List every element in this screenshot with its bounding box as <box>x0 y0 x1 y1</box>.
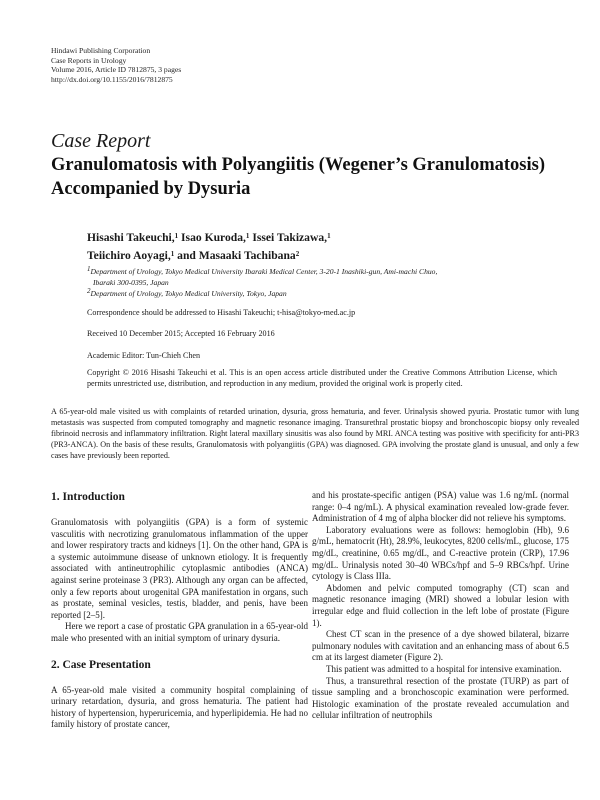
correspondence-note: Correspondence should be addressed to Hisashi Takeuchi; t-hisa@tokyo-med.ac.jp <box>87 308 356 317</box>
title-line-1: Granulomatosis with Polyangiitis (Wegener’s Granulomatosis) <box>51 155 546 175</box>
article-title <box>51 153 571 201</box>
author-name: Isao Kuroda, <box>181 231 246 244</box>
academic-editor: Academic Editor: Tun-Chieh Chen <box>87 351 201 360</box>
body-paragraph: Here we report a case of prostatic GPA granulation in a 65-year-old male who presented with an initial symptom of urinary dysuria. <box>51 621 308 643</box>
affiliation-text: Department of Urology, Tokyo Medical University, Tokyo, Japan <box>90 289 287 298</box>
doi-link[interactable]: http://dx.doi.org/10.1155/2016/7812875 <box>51 74 173 84</box>
body-paragraph: Granulomatosis with polyangiitis (GPA) is a form of systemic vasculitis with necrotizing granulomatous inflammation of the upper and lower respiratory tracts and kidneys [1]. On the other hand, GPA is a systemic autoimmune disease of unknown etiology. It is frequently associated with antineutrophilic cytoplasmic antibodies (ANCA) against serine proteinase 3 (PR3). Although any organ can be affected, only a few reports about urogenital GPA manifestation in organs, such as prostate, seminal vesicles, testis, bladder, and penis, have been reported [2–5]. <box>51 517 308 620</box>
body-paragraph: Thus, a transurethral resection of the prostate (TURP) as part of tissue sampling and a bronchoscopic examination were performed. Histologic examination of the prostate revealed accumulation and cellular infiltration of neutrophils <box>312 675 569 721</box>
affiliations <box>87 266 557 299</box>
affiliation-text-continued: Ibaraki 300-0395, Japan <box>93 278 169 287</box>
abstract: A 65-year-old male visited us with complaints of retarded urination, dysuria, gross hematuria, and fever. Urinalysis showed pyuria. Prostatic tumor with lung metastasis was suspected from computed tomography and magnetic resonance imaging. Transurethral prostatic biopsy and bronchoscopic biopsy only revealed fibrinoid necrosis and inflammatory infiltration. Right lateral maxillary sinusitis was also found by MRI. ANCA testing was positive with specificity for anti-PR3 (PR3-ANCA). On the basis of these results, Granulomatosis with polyangiitis (GPA) was diagnosed. GPA involving the prostate gland is unusual, and only a few cases have previously been reported. <box>51 407 579 460</box>
section-heading-case-presentation: 2. Case Presentation <box>51 658 151 671</box>
section-heading-introduction: 1. Introduction <box>51 491 125 503</box>
body-paragraph: Chest CT scan in the presence of a dye showed bilateral, bizarre pulmonary nodules with cavitation and an enhancing mass of about 6.5 cm at its largest diameter (Figure 2). <box>312 629 569 663</box>
right-column <box>312 490 569 722</box>
body-paragraph: and his prostate-specific antigen (PSA) value was 1.6 ng/mL (normal range: 0–4 ng/mL). A physical examination revealed low-grade fever. Administration of 4 mg of alpha blocker did not relieve his symptoms. <box>312 490 569 524</box>
author-name: Hisashi Takeuchi, <box>87 231 175 244</box>
affiliation-number: 2 <box>87 287 91 295</box>
article-type: Case Report <box>51 130 151 152</box>
journal-name: Case Reports in Urology <box>51 55 127 65</box>
body-paragraph: This patient was admitted to a hospital for intensive examination. <box>326 663 562 674</box>
publication-header <box>51 46 181 84</box>
left-column <box>51 490 308 731</box>
affiliation-marker: 2 <box>295 250 300 258</box>
body-paragraph: Abdomen and pelvic computed tomography (CT) scan and magnetic resonance imaging (MRI) showed a lobular lesion with irregular edge and fluid collection in the left lobe of prostate (Figure 1). <box>312 582 569 628</box>
affiliation-text: Department of Urology, Tokyo Medical University Ibaraki Medical Center, 3-20-1 Inashiki-gun, Ami-machi Chuo, <box>90 267 438 276</box>
affiliation-marker: 1 <box>327 232 331 240</box>
affiliation-marker: 1 <box>245 232 250 240</box>
title-line-2: Accompanied by Dysuria <box>51 179 251 199</box>
affiliation-number: 1 <box>87 265 91 273</box>
affiliation-marker: 1 <box>170 250 175 258</box>
author-list <box>87 229 557 265</box>
author-name: Teiichiro Aoyagi, <box>87 249 171 262</box>
author-name: and Masaaki Tachibana <box>177 249 296 262</box>
volume-info: Volume 2016, Article ID 7812875, 3 pages <box>51 65 182 75</box>
body-paragraph: A 65-year-old male visited a community hospital complaining of urinary retardation, dysuria, and gross hematuria. The patient had history of hypertension, hyperuricemia, and hyperlipidemia. He had no family history of prostate cancer, <box>51 684 308 730</box>
publisher-name: Hindawi Publishing Corporation <box>51 46 151 55</box>
copyright-notice: Copyright © 2016 Hisashi Takeuchi et al. This is an open access article distributed under the Creative Commons Attribution License, which permits unrestricted use, distribution, and reproduction in any medium, provided the original work is properly cited. <box>87 368 557 388</box>
body-paragraph: Laboratory evaluations were as follows: hemoglobin (Hb), 9.6 g/mL, hematocrit (Ht), 28.9%, leukocytes, 8200 cells/mL, glucose, 175 mg/dL, creatinine, 0.65 mg/dL, and C-reactive protein (CRP), 17.96 mg/dL. Urinalysis noted 30–40 WBCs/hpf and 5–9 RBCs/hpf. Urine cytology is Class IIIa. <box>312 524 569 582</box>
affiliation-marker: 1 <box>174 232 179 240</box>
received-accepted-dates: Received 10 December 2015; Accepted 16 February 2016 <box>87 329 275 338</box>
author-name: Issei Takizawa, <box>252 231 328 244</box>
